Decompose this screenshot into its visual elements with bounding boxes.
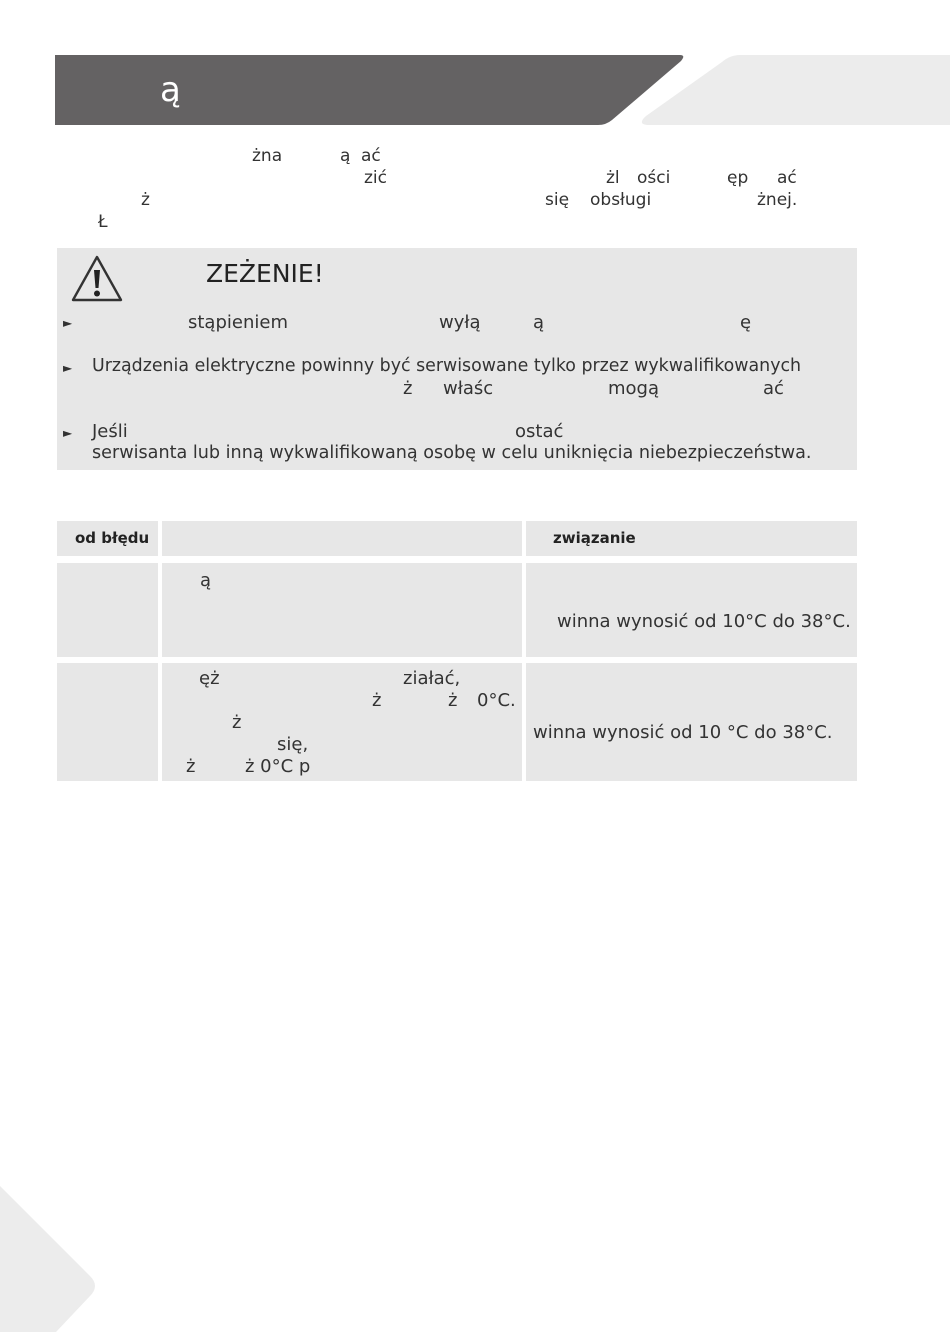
intro-text: żl — [606, 168, 620, 188]
header-solution: związanie — [553, 529, 636, 547]
warning-text: stąpieniem — [188, 312, 288, 333]
cell-text: się, — [277, 734, 309, 755]
warning-triangle-icon — [70, 254, 124, 304]
header-error-code: od błędu — [75, 529, 150, 547]
cell-text: ziałać, — [403, 668, 461, 689]
header-bar — [0, 0, 950, 140]
table-row — [526, 563, 857, 657]
intro-text: Ł — [98, 212, 108, 232]
header-title: ą — [160, 70, 181, 110]
cell-text: ą — [200, 570, 212, 591]
warning-text: ż — [403, 378, 413, 399]
table-row — [57, 663, 158, 781]
warning-text: wyłą — [439, 312, 481, 333]
bullet-marker: ► — [63, 361, 73, 375]
warning-text: Jeśli — [92, 421, 128, 442]
warning-title: ZEŻENIE! — [206, 259, 324, 288]
intro-text: ości — [637, 168, 671, 188]
intro-text: się — [545, 190, 570, 210]
table-row — [162, 563, 522, 657]
intro-text: żnej. — [757, 190, 798, 210]
intro-text: ą — [340, 146, 351, 166]
intro-text: żna — [252, 146, 283, 166]
intro-text: zić — [364, 168, 387, 188]
cell-text: ż — [448, 690, 458, 711]
warning-text: mogą — [608, 378, 660, 399]
cell-text: winna wynosić od 10 °C do 38°C. — [533, 722, 833, 743]
cell-text: ż — [232, 712, 242, 733]
intro-text: obsługi — [590, 190, 652, 210]
warning-text: ę — [740, 312, 752, 333]
intro-text: ać — [361, 146, 381, 166]
warning-text: serwisanta lub inną wykwalifikowaną osobę w celu uniknięcia niebezpieczeństwa. — [92, 443, 812, 463]
cell-text: 0°C. — [477, 690, 516, 711]
cell-text: ż — [186, 756, 196, 777]
intro-text: ać — [777, 168, 797, 188]
table-header-cell — [162, 521, 522, 556]
page-corner-tab — [0, 1180, 110, 1332]
intro-text: ż — [141, 190, 150, 210]
cell-text: ęż — [199, 668, 220, 689]
warning-text: ostać — [515, 421, 564, 442]
warning-text: ą — [533, 312, 545, 333]
bullet-marker: ► — [63, 316, 73, 330]
cell-text: ż — [372, 690, 382, 711]
warning-text: Urządzenia elektryczne powinny być serwisowane tylko przez wykwalifikowanych — [92, 356, 802, 376]
table-row — [57, 563, 158, 657]
intro-text: ęp — [727, 168, 749, 188]
warning-text: właśc — [443, 378, 494, 399]
bullet-marker: ► — [63, 426, 73, 440]
warning-text: ać — [763, 378, 784, 399]
cell-text: ż 0°C p — [245, 756, 311, 777]
cell-text: winna wynosić od 10°C do 38°C. — [557, 611, 851, 632]
